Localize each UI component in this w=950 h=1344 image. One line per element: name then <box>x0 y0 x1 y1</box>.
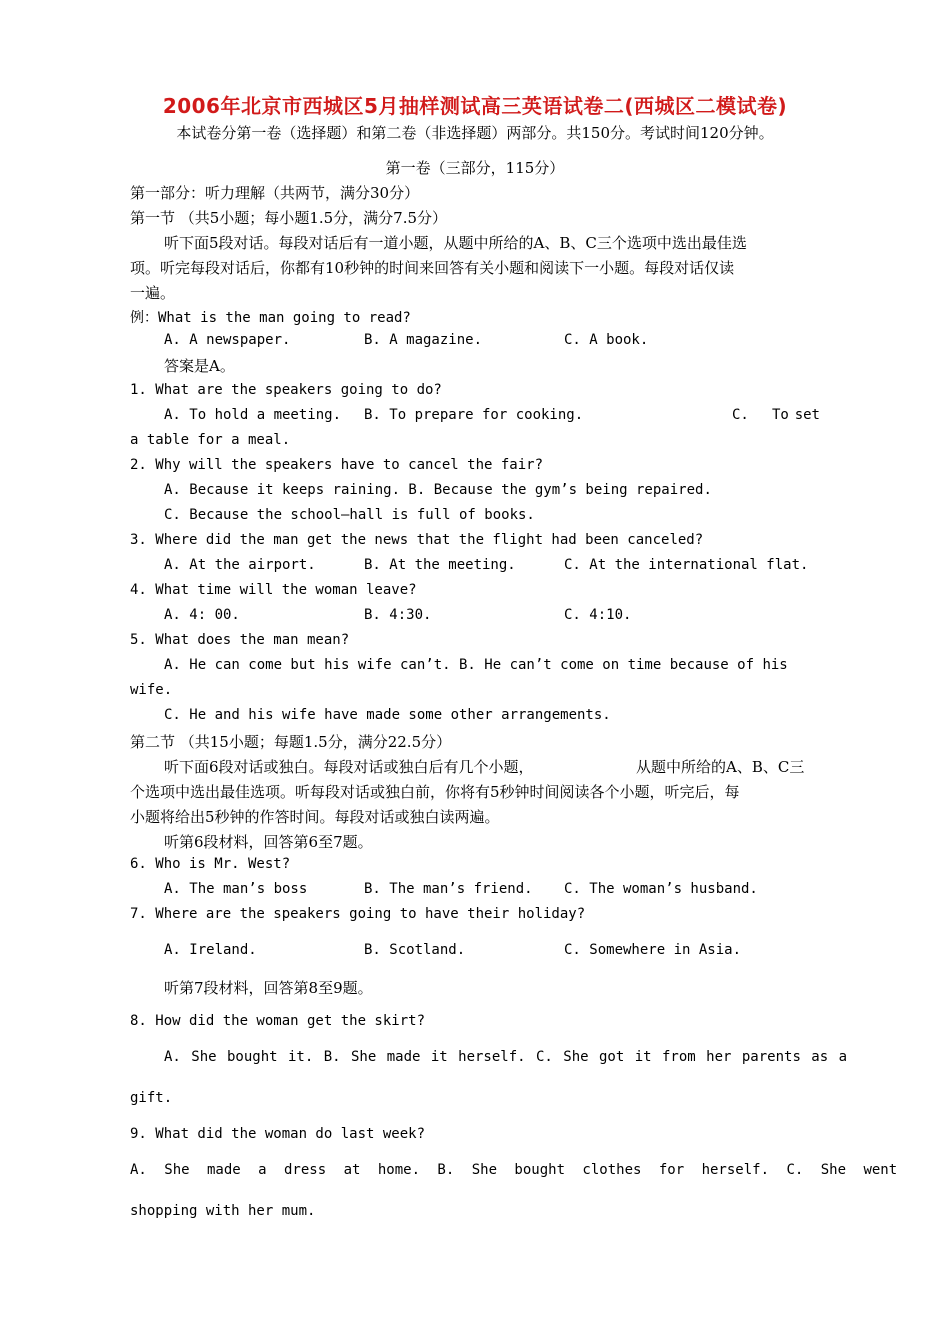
question-9-options: A. She made a dress at home. B. She bought clothes for herself. C. She went <box>130 1162 898 1178</box>
instruction-part-b: 从题中所给的A、B、C三 <box>636 758 805 776</box>
option-b: B. Scotland. <box>364 942 466 958</box>
option-c-word: set <box>794 407 820 423</box>
section1-instruction-line2: 项。听完每段对话后，你都有10秒钟的时间来回答有关小题和阅读下一小题。每段对话仅读 <box>130 259 735 277</box>
question-5: 5. What does the man mean? <box>130 632 350 648</box>
option-a: A. 4: 00. <box>164 607 240 623</box>
option-a: A. Ireland. <box>164 942 257 958</box>
option-b: B. The man’s friend. <box>364 881 533 897</box>
section1-heading: 第一节 （共5小题；每小题1.5分，满分7.5分） <box>130 209 448 227</box>
option-c: C. Somewhere in Asia. <box>564 942 742 958</box>
option-c: C. A book. <box>564 332 649 348</box>
question-8-options: A. She bought it. B. She made it herself. C. She got it from her parents as a <box>164 1049 848 1065</box>
question-1: 1. What are the speakers going to do? <box>130 382 442 398</box>
question-8-options-continued: gift. <box>130 1090 173 1106</box>
question-8: 8. How did the woman get the skirt? <box>130 1013 426 1029</box>
option-c-label: C. <box>732 407 749 423</box>
section1-instruction-line3: 一遍。 <box>130 284 176 302</box>
question-5-option-c: C. He and his wife have made some other arrangements. <box>164 707 611 723</box>
option-c: C. The woman’s husband. <box>564 881 758 897</box>
option-b: B. At the meeting. <box>364 557 516 573</box>
option-c: C. 4:10. <box>564 607 632 623</box>
question-7: 7. Where are the speakers going to have their holiday? <box>130 906 586 922</box>
document-title: 2006年北京市西城区5月抽样测试高三英语试卷二(西城区二模试卷) <box>162 94 788 118</box>
example-answer: 答案是A。 <box>164 357 235 375</box>
option-c: C. At the international flat. <box>564 557 809 573</box>
material-7-note: 听第7段材料，回答第8至9题。 <box>164 979 373 997</box>
question-3: 3. Where did the man get the news that the flight had been canceled? <box>130 532 704 548</box>
exam-intro: 本试卷分第一卷（选择题）和第二卷（非选择题）两部分。共150分。考试时间120分钟。 <box>176 124 774 142</box>
option-b: B. A magazine. <box>364 332 483 348</box>
question-9: 9. What did the woman do last week? <box>130 1126 426 1142</box>
section2-instruction-line3: 小题将给出5秒钟的作答时间。每段对话或独白读两遍。 <box>130 808 500 826</box>
instruction-part-a: 听下面6段对话或独白。每段对话或独白后有几个小题， <box>164 758 534 776</box>
section2-heading: 第二节 （共15小题；每题1.5分，满分22.5分） <box>130 733 452 751</box>
part-heading: 第一部分：听力理解（共两节，满分30分） <box>130 184 420 202</box>
question-6: 6. Who is Mr. West? <box>130 856 291 872</box>
question-5-options-ab: A. He can come but his wife can’t. B. He can’t come on time because of his <box>164 657 788 673</box>
section1-instruction-line1: 听下面5段对话。每段对话后有一道小题，从题中所给的A、B、C三个选项中选出最佳选 <box>164 234 747 252</box>
option-a: A. At the airport. <box>164 557 316 573</box>
option-a: A. To hold a meeting. <box>164 407 342 423</box>
example-question: 例：What is the man going to read? <box>130 310 411 326</box>
question-2: 2. Why will the speakers have to cancel the fair? <box>130 457 544 473</box>
option-b: B. 4:30. <box>364 607 432 623</box>
option-c-word: To <box>772 407 789 423</box>
volume-heading: 第一卷（三部分，115分） <box>385 159 565 177</box>
section2-instruction-line2: 个选项中选出最佳选项。听每段对话或独白前，你将有5秒钟时间阅读各个小题，听完后，每 <box>130 783 740 801</box>
option-b: B. To prepare for cooking. <box>364 407 584 423</box>
option-a: A. The man’s boss <box>164 881 308 897</box>
question-9-options-continued: shopping with her mum. <box>130 1203 316 1219</box>
question-1-option-c-continued: a table for a meal. <box>130 432 291 448</box>
material-6-note: 听第6段材料，回答第6至7题。 <box>164 833 373 851</box>
question-2-options-ab: A. Because it keeps raining. B. Because the gym’s being repaired. <box>164 482 712 498</box>
question-4: 4. What time will the woman leave? <box>130 582 417 598</box>
question-2-option-c: C. Because the school—hall is full of books. <box>164 507 535 523</box>
question-5-options-ab-continued: wife. <box>130 682 173 698</box>
option-a: A. A newspaper. <box>164 332 291 348</box>
